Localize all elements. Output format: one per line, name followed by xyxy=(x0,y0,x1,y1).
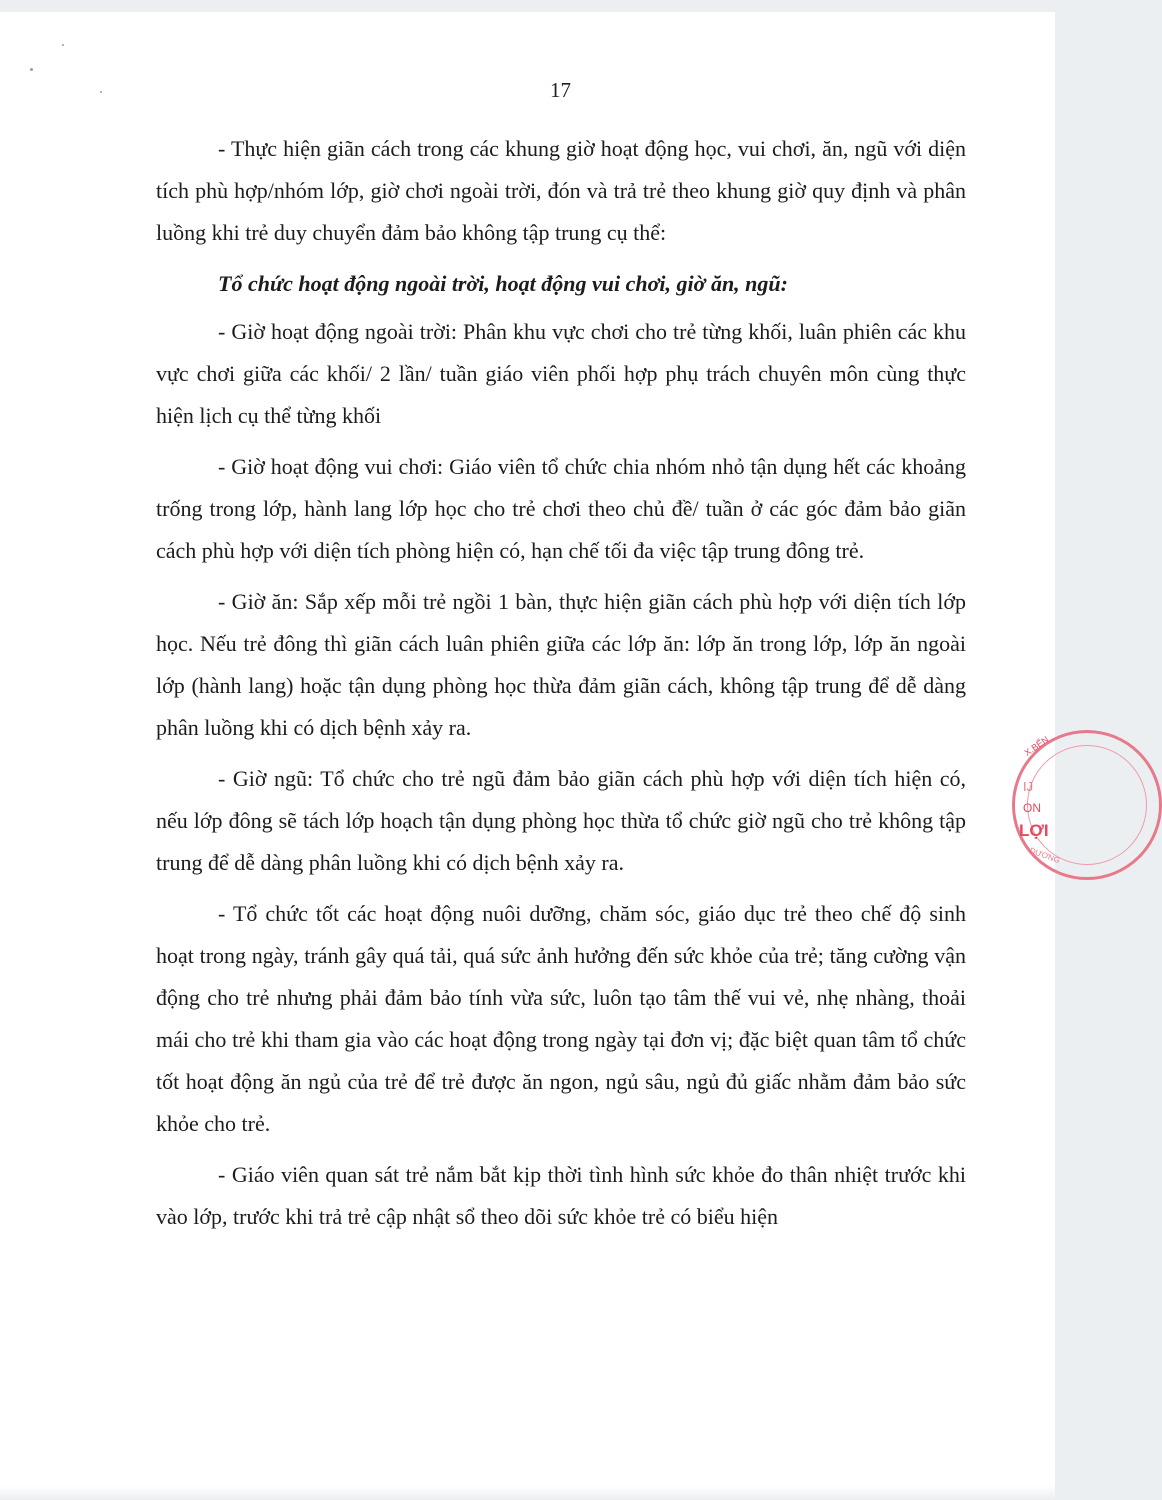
stamp-text-line: LỢI xyxy=(1019,821,1049,840)
section-heading: Tổ chức hoạt động ngoài trời, hoạt động vui chơi, giờ ăn, ngũ: xyxy=(218,271,788,296)
stamp-text-line: IJ xyxy=(1023,779,1034,794)
page-bottom-shadow xyxy=(0,1486,1055,1500)
paragraph: - Giờ hoạt động vui chơi: Giáo viên tổ chức chia nhóm nhỏ tận dụng hết các khoảng trống trong lớp, hành lang lớp học cho trẻ chơi theo chủ đề/ tuần ở các góc đảm bảo giãn cách phù hợp với diện tích phòng hiện có, hạn chế tối đa việc tập trung đông trẻ. xyxy=(156,454,966,563)
paragraph: - Giờ ngũ: Tổ chức cho trẻ ngũ đảm bảo giãn cách phù hợp với diện tích hiện có, nếu lớp đông sẽ tách lớp hoạch tận dụng phòng học thừa tổ chức giờ ngũ cho trẻ không tập trung để dễ dàng phân luồng khi có dịch bệnh xảy ra. xyxy=(156,766,966,875)
document-page xyxy=(0,12,1062,1500)
page-number: 17 xyxy=(550,78,571,102)
paragraph: - Giờ ăn: Sắp xếp mỗi trẻ ngồi 1 bàn, thực hiện giãn cách phù hợp với diện tích lớp học. Nếu trẻ đông thì giãn cách luân phiên giữa các lớp ăn: lớp ăn trong lớp, lớp ăn ngoài lớp (hành lang) hoặc tận dụng phòng học thừa đảm giãn cách, không tập trung để dễ dàng phân luồng khi có dịch bệnh xảy ra. xyxy=(156,589,966,740)
paragraph: - Giờ hoạt động ngoài trời: Phân khu vực chơi cho trẻ từng khối, luân phiên các khu vực chơi giữa các khối/ 2 lần/ tuần giáo viên phối hợp phụ trách chuyên môn cùng thực hiện lịch cụ thể từng khối xyxy=(156,319,966,428)
stamp-text-top: X.BẾN xyxy=(1022,734,1051,758)
paragraph: - Giáo viên quan sát trẻ nắm bắt kịp thời tình hình sức khỏe đo thân nhiệt trước khi vào lớp, trước khi trả trẻ cập nhật sổ theo dõi sức khỏe trẻ có biểu hiện xyxy=(156,1162,966,1229)
stamp-inner-ring xyxy=(1027,745,1147,865)
paragraph: - Thực hiện giãn cách trong các khung giờ hoạt động học, vui chơi, ăn, ngũ với diện tích phù hợp/nhóm lớp, giờ chơi ngoài trời, đón và trả trẻ theo khung giờ quy định và phân luồng khi trẻ duy chuyển đảm bảo không tập trung cụ thể: xyxy=(156,136,966,245)
official-seal-stamp xyxy=(1012,730,1162,880)
scan-speck xyxy=(30,68,33,71)
paragraph: - Tổ chức tốt các hoạt động nuôi dưỡng, chăm sóc, giáo dục trẻ theo chế độ sinh hoạt trong ngày, tránh gây quá tải, quá sức ảnh hưởng đến sức khỏe của trẻ; tăng cường vận động cho trẻ nhưng phải đảm bảo tính vừa sức, luôn tạo tâm thế vui vẻ, nhẹ nhàng, thoải mái cho trẻ khi tham gia vào các hoạt động trong ngày tại đơn vị; đặc biệt quan tâm tổ chức tốt hoạt động ăn ngủ của trẻ để trẻ được ăn ngon, ngủ sâu, ngủ đủ giấc nhằm đảm bảo sức khỏe cho trẻ. xyxy=(156,901,966,1136)
document-body xyxy=(156,128,966,1247)
stamp-text-line: ON xyxy=(1023,801,1041,815)
stamp-text-bottom: DƯƠNG xyxy=(1028,845,1062,866)
scan-speck xyxy=(62,44,64,46)
